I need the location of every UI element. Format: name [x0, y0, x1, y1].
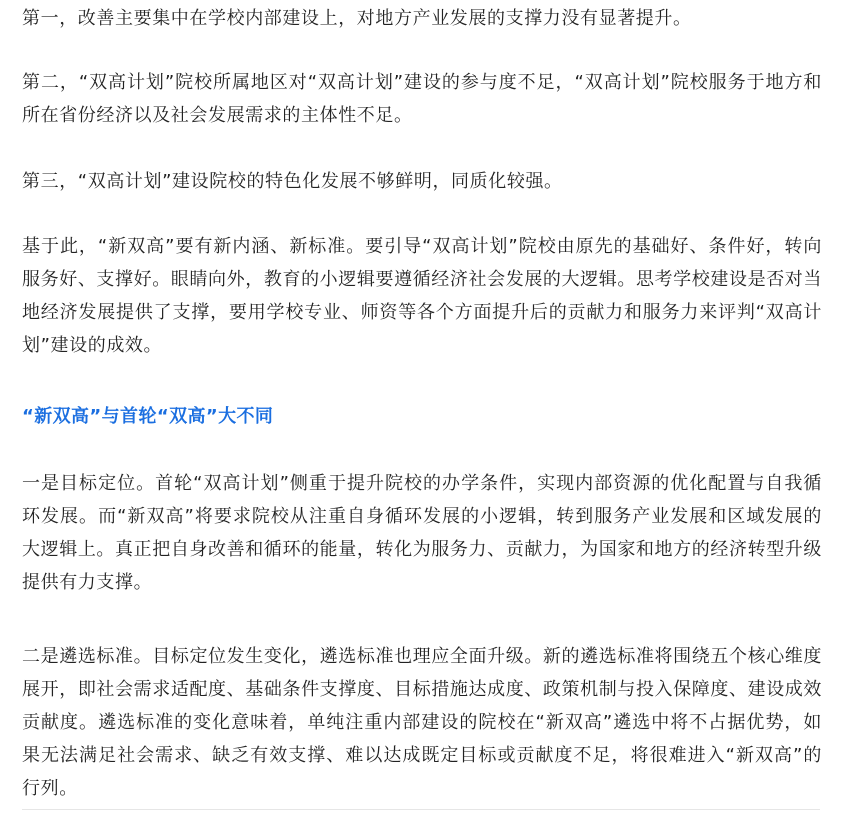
paragraph-goal-positioning: 一是目标定位。首轮“双高计划”侧重于提升院校的办学条件，实现内部资源的优化配置与自我循环发展。而“新双高”将要求院校从注重自身循环发展的小逻辑，转到服务产业发展和区域发展的大逻辑上。真正把自身改善和循环的能量，转化为服务力、贡献力，为国家和地方的经济转型升级提供有力支撑。: [22, 473, 822, 593]
paragraph-first-point: 第一，改善主要集中在学校内部建设上，对地方产业发展的支撑力没有显著提升。: [22, 8, 692, 29]
paragraph-second-point: 第二，“双高计划”院校所属地区对“双高计划”建设的参与度不足，“双高计划”院校服务于地方和所在省份经济以及社会发展需求的主体性不足。: [22, 72, 822, 126]
paragraph-third-point: 第三，“双高计划”建设院校的特色化发展不够鲜明，同质化较强。: [22, 171, 563, 192]
paragraph-summary: 基于此，“新双高”要有新内涵、新标准。要引导“双高计划”院校由原先的基础好、条件好，转向服务好、支撑好。眼睛向外，教育的小逻辑要遵循经济社会发展的大逻辑。思考学校建设是否对当地经济发展提供了支撑，要用学校专业、师资等各个方面提升后的贡献力和服务力来评判“双高计划”建设的成效。: [22, 236, 822, 356]
paragraph-selection-criteria: 二是遴选标准。目标定位发生变化，遴选标准也理应全面升级。新的遴选标准将围绕五个核心维度展开，即社会需求适配度、基础条件支撑度、目标措施达成度、政策机制与投入保障度、建设成效贡献度。遴选标准的变化意味着，单纯注重内部建设的院校在“新双高”遴选中将不占据优势，如果无法满足社会需求、缺乏有效支撑、难以达成既定目标或贡献度不足，将很难进入“新双高”的行列。: [22, 646, 822, 799]
section-heading: “新双高”与首轮“双高”大不同: [22, 406, 274, 427]
bottom-divider: [22, 809, 820, 810]
